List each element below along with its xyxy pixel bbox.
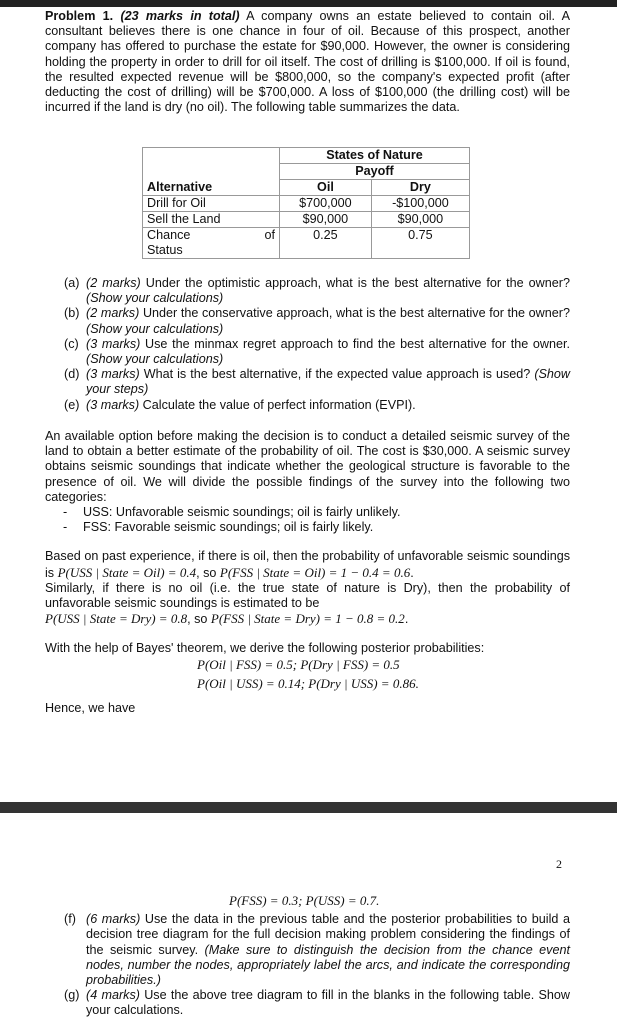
marginal-probabilities: P(FSS) = 0.3; P(USS) = 0.7. <box>229 893 380 908</box>
question-a: (a) (2 marks) Under the optimistic approach, what is the best alternative for the owner? (Show your calculations) <box>64 276 570 306</box>
payoff-table <box>142 147 470 259</box>
alternative-header: Alternative <box>143 180 280 196</box>
problem-marks: (23 marks in total) <box>120 9 240 23</box>
question-f: (f) (6 marks) Use the data in the previous table and the posterior probabilities to build a decision tree diagram for the full decision making problem considering the findings of the seismic survey. (Make sure to distinguish the decision from the chance event nodes, number the nodes, appropriately label the arcs, and indicate the corresponding probabilities.) <box>64 912 570 988</box>
dry-header: Dry <box>371 180 469 196</box>
chance-oil: 0.25 <box>280 228 372 259</box>
survey-paragraph: An available option before making the decision is to conduct a detailed seismic survey of the land to obtain a better estimate of the probability of oil. The cost is $30,000. A seismic survey obtains seismic soundings that indicate whether the geological structure is favorable to the presence of oil. We will divide the possible findings of the survey into the following two categories: <box>45 429 570 504</box>
question-g: (g) (4 marks) Use the above tree diagram to fill in the blanks in the following table. Show your calculations. <box>64 988 570 1018</box>
chance-dry: 0.75 <box>371 228 469 259</box>
question-c: (c) (3 marks) Use the minmax regret approach to find the best alternative for the owner. (Show your calculations) <box>64 336 570 367</box>
bayes-intro: With the help of Bayes' theorem, we derive the following posterior probabilities: <box>45 641 485 656</box>
top-bar <box>0 0 617 7</box>
experience-paragraph-2: Similarly, if there is no oil (i.e. the true state of nature is Dry), then the probability of unfavorable seismic soundings is estimated to be P(USS | State = Dry) = 0.8, so P(FSS | State = Dry) = 1 − 0.8 = 0.2. <box>45 580 570 627</box>
page-number: 2 <box>556 857 562 871</box>
payoff-header: Payoff <box>280 164 470 180</box>
page-two <box>64 893 570 1019</box>
question-d: (d) (3 marks) What is the best alternative, if the expected value approach is used? (Show your steps) <box>64 367 571 397</box>
problem-intro-text: A company owns an estate believed to contain oil. A consultant believes there is one chance in four of oil. Because of this prospect, another company has offered to purchase the estate for $90,000. However, the owner is considering holding the property in order to drill for oil itself. The cost of drilling is $100,000. If oil is found, the resulted expected revenue will be $800,000, so the company's expected profit (after deducting the cost of drilling) will be $700,000. A loss of $100,000 (the drilling cost) will be incurred if the land is dry (no oil). The following table summarizes the data. <box>45 9 571 115</box>
list-item: - USS: Unfavorable seismic soundings; oil is fairly unlikely. <box>63 505 401 520</box>
table-row: Sell the Land $90,000 $90,000 <box>143 212 470 228</box>
problem-title: Problem 1. <box>45 9 114 23</box>
question-e: (e) (3 marks) Calculate the value of perfect information (EVPI). <box>64 397 416 412</box>
page-separator <box>0 802 617 813</box>
problem-intro <box>45 9 570 115</box>
oil-header: Oil <box>280 180 372 196</box>
survey-categories <box>45 505 570 535</box>
question-list <box>64 276 570 413</box>
experience-paragraph: Based on past experience, if there is oil, then the probability of unfavorable seismic soundings is P(USS | State = Oil) = 0.4, so P(FSS | State = Oil) = 1 − 0.4 = 0.6. <box>45 549 570 580</box>
question-b: (b) (2 marks) Under the conservative approach, what is the best alternative for the owner? (Show your calculations) <box>64 306 570 336</box>
bayes-equation-1: P(Oil | FSS) = 0.5; P(Dry | FSS) = 0.5 <box>197 656 400 672</box>
bayes-equation-2: P(Oil | USS) = 0.14; P(Dry | USS) = 0.86. <box>197 675 419 691</box>
survey-section <box>45 429 570 716</box>
table-row <box>143 228 470 259</box>
table-row: Drill for Oil $700,000 -$100,000 <box>143 196 470 212</box>
list-item: - FSS: Favorable seismic soundings; oil is fairly likely. <box>63 520 374 535</box>
states-of-nature-header: States of Nature <box>280 148 470 164</box>
chance-of-status-cell: Chance of Status <box>143 228 280 259</box>
hence-text: Hence, we have <box>45 701 136 716</box>
